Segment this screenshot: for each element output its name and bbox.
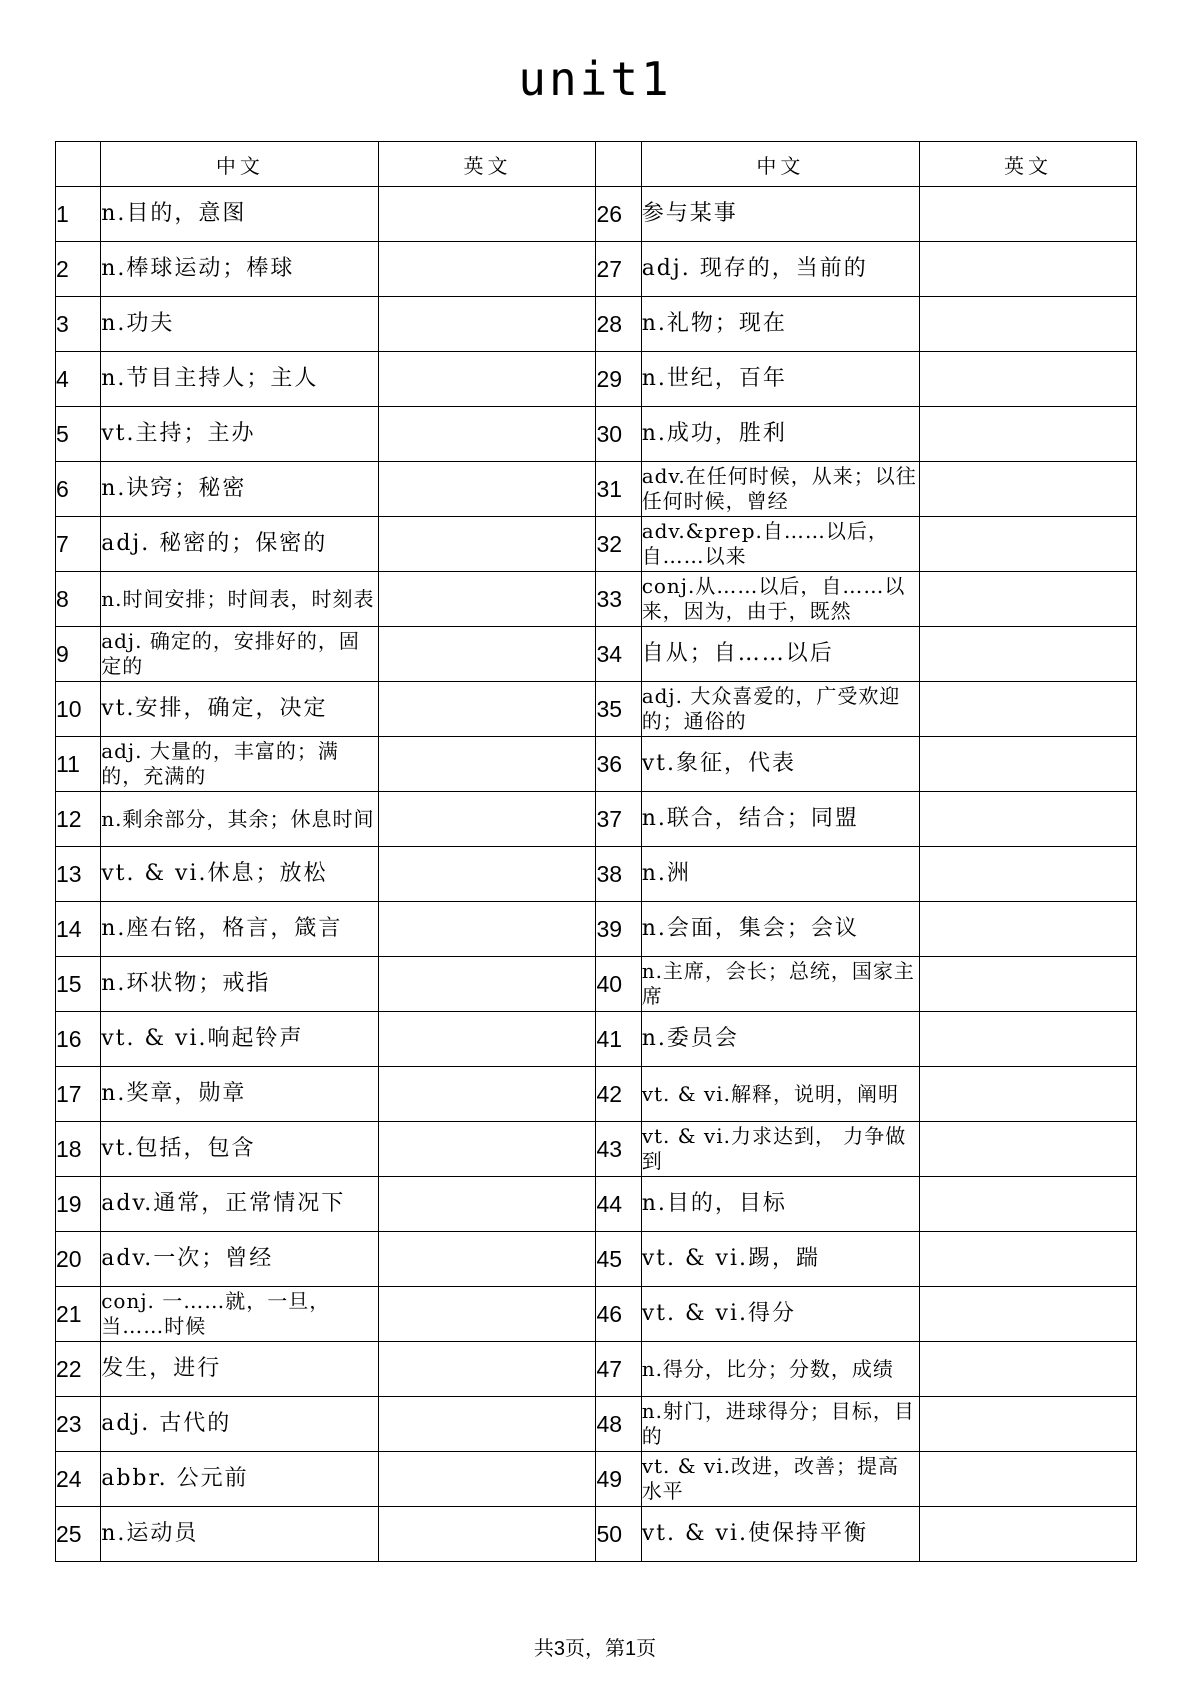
table-row bbox=[56, 902, 1137, 957]
english-answer-left bbox=[379, 407, 596, 462]
chinese-meaning-right: vt. & vi.力求达到， 力争做到 bbox=[641, 1122, 919, 1177]
english-answer-left bbox=[379, 1397, 596, 1452]
entry-number-right: 37 bbox=[596, 792, 641, 847]
chinese-meaning-left: n.功夫 bbox=[101, 297, 379, 352]
english-answer-right bbox=[919, 297, 1136, 352]
entry-number-left: 3 bbox=[56, 297, 101, 352]
chinese-meaning-right: vt. & vi.解释，说明，阐明 bbox=[641, 1067, 919, 1122]
entry-number-left: 21 bbox=[56, 1287, 101, 1342]
entry-number-left: 23 bbox=[56, 1397, 101, 1452]
chinese-meaning-right: vt. & vi.踢，踹 bbox=[641, 1232, 919, 1287]
header-num-right bbox=[596, 142, 641, 187]
english-answer-right bbox=[919, 1452, 1136, 1507]
chinese-meaning-left: n.座右铭，格言，箴言 bbox=[101, 902, 379, 957]
english-answer-left bbox=[379, 737, 596, 792]
chinese-meaning-right: 自从；自……以后 bbox=[641, 627, 919, 682]
chinese-meaning-left: n.目的，意图 bbox=[101, 187, 379, 242]
english-answer-right bbox=[919, 737, 1136, 792]
table-row bbox=[56, 737, 1137, 792]
english-answer-right bbox=[919, 1122, 1136, 1177]
vocabulary-table bbox=[55, 141, 1137, 1562]
chinese-meaning-right: n.得分，比分；分数，成绩 bbox=[641, 1342, 919, 1397]
english-answer-right bbox=[919, 1177, 1136, 1232]
entry-number-left: 9 bbox=[56, 627, 101, 682]
chinese-meaning-right: vt. & vi.改进，改善；提高水平 bbox=[641, 1452, 919, 1507]
entry-number-right: 34 bbox=[596, 627, 641, 682]
english-answer-right bbox=[919, 1067, 1136, 1122]
english-answer-right bbox=[919, 627, 1136, 682]
entry-number-right: 33 bbox=[596, 572, 641, 627]
chinese-meaning-right: vt.象征，代表 bbox=[641, 737, 919, 792]
entry-number-left: 24 bbox=[56, 1452, 101, 1507]
entry-number-right: 29 bbox=[596, 352, 641, 407]
entry-number-left: 25 bbox=[56, 1507, 101, 1562]
table-row bbox=[56, 1232, 1137, 1287]
entry-number-left: 6 bbox=[56, 462, 101, 517]
chinese-meaning-left: adj. 秘密的；保密的 bbox=[101, 517, 379, 572]
chinese-meaning-right: n.会面，集会；会议 bbox=[641, 902, 919, 957]
chinese-meaning-left: n.运动员 bbox=[101, 1507, 379, 1562]
chinese-meaning-right: vt. & vi.使保持平衡 bbox=[641, 1507, 919, 1562]
entry-number-left: 19 bbox=[56, 1177, 101, 1232]
english-answer-right bbox=[919, 847, 1136, 902]
entry-number-left: 5 bbox=[56, 407, 101, 462]
table-row bbox=[56, 1452, 1137, 1507]
table-row bbox=[56, 957, 1137, 1012]
english-answer-left bbox=[379, 847, 596, 902]
header-english-right: 英文 bbox=[919, 142, 1136, 187]
entry-number-right: 40 bbox=[596, 957, 641, 1012]
entry-number-right: 32 bbox=[596, 517, 641, 572]
entry-number-left: 10 bbox=[56, 682, 101, 737]
header-chinese-right: 中文 bbox=[641, 142, 919, 187]
entry-number-right: 46 bbox=[596, 1287, 641, 1342]
chinese-meaning-right: adj. 现存的，当前的 bbox=[641, 242, 919, 297]
chinese-meaning-right: vt. & vi.得分 bbox=[641, 1287, 919, 1342]
entry-number-right: 41 bbox=[596, 1012, 641, 1067]
entry-number-right: 28 bbox=[596, 297, 641, 352]
english-answer-right bbox=[919, 1287, 1136, 1342]
entry-number-left: 15 bbox=[56, 957, 101, 1012]
english-answer-left bbox=[379, 187, 596, 242]
chinese-meaning-left: vt.主持；主办 bbox=[101, 407, 379, 462]
english-answer-left bbox=[379, 1012, 596, 1067]
chinese-meaning-left: abbr. 公元前 bbox=[101, 1452, 379, 1507]
chinese-meaning-right: adj. 大众喜爱的，广受欢迎的；通俗的 bbox=[641, 682, 919, 737]
table-row bbox=[56, 1397, 1137, 1452]
entry-number-left: 7 bbox=[56, 517, 101, 572]
table-row bbox=[56, 792, 1137, 847]
chinese-meaning-right: n.联合，结合；同盟 bbox=[641, 792, 919, 847]
english-answer-left bbox=[379, 792, 596, 847]
entry-number-right: 49 bbox=[596, 1452, 641, 1507]
chinese-meaning-left: adv.一次；曾经 bbox=[101, 1232, 379, 1287]
table-row bbox=[56, 407, 1137, 462]
chinese-meaning-left: adv.通常，正常情况下 bbox=[101, 1177, 379, 1232]
chinese-meaning-right: 参与某事 bbox=[641, 187, 919, 242]
entry-number-right: 39 bbox=[596, 902, 641, 957]
header-num-left bbox=[56, 142, 101, 187]
chinese-meaning-right: n.成功，胜利 bbox=[641, 407, 919, 462]
chinese-meaning-right: n.礼物；现在 bbox=[641, 297, 919, 352]
english-answer-left bbox=[379, 627, 596, 682]
entry-number-left: 16 bbox=[56, 1012, 101, 1067]
table-row bbox=[56, 1342, 1137, 1397]
entry-number-left: 2 bbox=[56, 242, 101, 297]
english-answer-right bbox=[919, 1507, 1136, 1562]
page-footer: 共3页，第1页 bbox=[533, 1638, 657, 1660]
table-row bbox=[56, 627, 1137, 682]
entry-number-right: 48 bbox=[596, 1397, 641, 1452]
chinese-meaning-right: n.委员会 bbox=[641, 1012, 919, 1067]
english-answer-left bbox=[379, 572, 596, 627]
english-answer-right bbox=[919, 462, 1136, 517]
chinese-meaning-left: adj. 确定的，安排好的，固定的 bbox=[101, 627, 379, 682]
table-row bbox=[56, 297, 1137, 352]
entry-number-left: 14 bbox=[56, 902, 101, 957]
chinese-meaning-left: n.环状物；戒指 bbox=[101, 957, 379, 1012]
entry-number-right: 27 bbox=[596, 242, 641, 297]
chinese-meaning-right: n.世纪，百年 bbox=[641, 352, 919, 407]
chinese-meaning-left: vt. & vi.休息；放松 bbox=[101, 847, 379, 902]
entry-number-right: 38 bbox=[596, 847, 641, 902]
entry-number-right: 31 bbox=[596, 462, 641, 517]
table-row bbox=[56, 1122, 1137, 1177]
chinese-meaning-right: n.射门，进球得分；目标，目的 bbox=[641, 1397, 919, 1452]
english-answer-right bbox=[919, 1232, 1136, 1287]
chinese-meaning-left: vt.包括，包含 bbox=[101, 1122, 379, 1177]
entry-number-right: 36 bbox=[596, 737, 641, 792]
entry-number-left: 4 bbox=[56, 352, 101, 407]
chinese-meaning-left: n.节目主持人；主人 bbox=[101, 352, 379, 407]
table-row bbox=[56, 572, 1137, 627]
chinese-meaning-left: n.时间安排；时间表，时刻表 bbox=[101, 572, 379, 627]
table-row bbox=[56, 242, 1137, 297]
chinese-meaning-left: 发生，进行 bbox=[101, 1342, 379, 1397]
table-row bbox=[56, 187, 1137, 242]
english-answer-left bbox=[379, 1067, 596, 1122]
english-answer-left bbox=[379, 517, 596, 572]
table-row bbox=[56, 1177, 1137, 1232]
table-row bbox=[56, 1287, 1137, 1342]
english-answer-left bbox=[379, 1507, 596, 1562]
english-answer-left bbox=[379, 1452, 596, 1507]
page-title: unit1 bbox=[518, 52, 672, 106]
english-answer-right bbox=[919, 572, 1136, 627]
header-english-left: 英文 bbox=[379, 142, 596, 187]
english-answer-left bbox=[379, 1232, 596, 1287]
chinese-meaning-left: adj. 大量的，丰富的；满的，充满的 bbox=[101, 737, 379, 792]
entry-number-left: 12 bbox=[56, 792, 101, 847]
english-answer-right bbox=[919, 957, 1136, 1012]
entry-number-right: 44 bbox=[596, 1177, 641, 1232]
chinese-meaning-right: adv.在任何时候，从来；以往任何时候，曾经 bbox=[641, 462, 919, 517]
entry-number-right: 43 bbox=[596, 1122, 641, 1177]
entry-number-left: 20 bbox=[56, 1232, 101, 1287]
entry-number-left: 17 bbox=[56, 1067, 101, 1122]
english-answer-left bbox=[379, 1177, 596, 1232]
english-answer-right bbox=[919, 902, 1136, 957]
chinese-meaning-right: adv.&prep.自……以后，自……以来 bbox=[641, 517, 919, 572]
entry-number-left: 22 bbox=[56, 1342, 101, 1397]
english-answer-right bbox=[919, 1012, 1136, 1067]
entry-number-right: 45 bbox=[596, 1232, 641, 1287]
entry-number-right: 30 bbox=[596, 407, 641, 462]
chinese-meaning-left: conj. 一……就，一旦，当……时候 bbox=[101, 1287, 379, 1342]
english-answer-right bbox=[919, 407, 1136, 462]
table-row bbox=[56, 1067, 1137, 1122]
header-chinese-left: 中文 bbox=[101, 142, 379, 187]
entry-number-left: 11 bbox=[56, 737, 101, 792]
chinese-meaning-right: n.主席，会长；总统，国家主席 bbox=[641, 957, 919, 1012]
table-row bbox=[56, 352, 1137, 407]
entry-number-left: 13 bbox=[56, 847, 101, 902]
english-answer-left bbox=[379, 352, 596, 407]
table-body bbox=[56, 187, 1137, 1562]
chinese-meaning-right: n.洲 bbox=[641, 847, 919, 902]
english-answer-right bbox=[919, 1342, 1136, 1397]
entry-number-left: 1 bbox=[56, 187, 101, 242]
english-answer-right bbox=[919, 352, 1136, 407]
chinese-meaning-right: n.目的，目标 bbox=[641, 1177, 919, 1232]
chinese-meaning-left: n.奖章，勋章 bbox=[101, 1067, 379, 1122]
english-answer-right bbox=[919, 792, 1136, 847]
chinese-meaning-right: conj.从……以后，自……以来，因为，由于，既然 bbox=[641, 572, 919, 627]
entry-number-right: 26 bbox=[596, 187, 641, 242]
english-answer-right bbox=[919, 1397, 1136, 1452]
table-row bbox=[56, 517, 1137, 572]
entry-number-right: 35 bbox=[596, 682, 641, 737]
chinese-meaning-left: vt.安排，确定，决定 bbox=[101, 682, 379, 737]
english-answer-right bbox=[919, 517, 1136, 572]
chinese-meaning-left: n.剩余部分，其余；休息时间 bbox=[101, 792, 379, 847]
english-answer-left bbox=[379, 1122, 596, 1177]
english-answer-left bbox=[379, 902, 596, 957]
table-row bbox=[56, 1012, 1137, 1067]
chinese-meaning-left: vt. & vi.响起铃声 bbox=[101, 1012, 379, 1067]
english-answer-left bbox=[379, 957, 596, 1012]
english-answer-left bbox=[379, 1287, 596, 1342]
english-answer-right bbox=[919, 682, 1136, 737]
entry-number-right: 50 bbox=[596, 1507, 641, 1562]
english-answer-left bbox=[379, 1342, 596, 1397]
english-answer-left bbox=[379, 462, 596, 517]
english-answer-right bbox=[919, 242, 1136, 297]
entry-number-left: 8 bbox=[56, 572, 101, 627]
english-answer-left bbox=[379, 297, 596, 352]
entry-number-right: 47 bbox=[596, 1342, 641, 1397]
chinese-meaning-left: n.诀窍；秘密 bbox=[101, 462, 379, 517]
english-answer-left bbox=[379, 242, 596, 297]
table-row bbox=[56, 847, 1137, 902]
english-answer-left bbox=[379, 682, 596, 737]
table-header-row bbox=[56, 142, 1137, 187]
chinese-meaning-left: adj. 古代的 bbox=[101, 1397, 379, 1452]
chinese-meaning-left: n.棒球运动；棒球 bbox=[101, 242, 379, 297]
table-row bbox=[56, 462, 1137, 517]
entry-number-left: 18 bbox=[56, 1122, 101, 1177]
table-row bbox=[56, 682, 1137, 737]
table-row bbox=[56, 1507, 1137, 1562]
english-answer-right bbox=[919, 187, 1136, 242]
entry-number-right: 42 bbox=[596, 1067, 641, 1122]
